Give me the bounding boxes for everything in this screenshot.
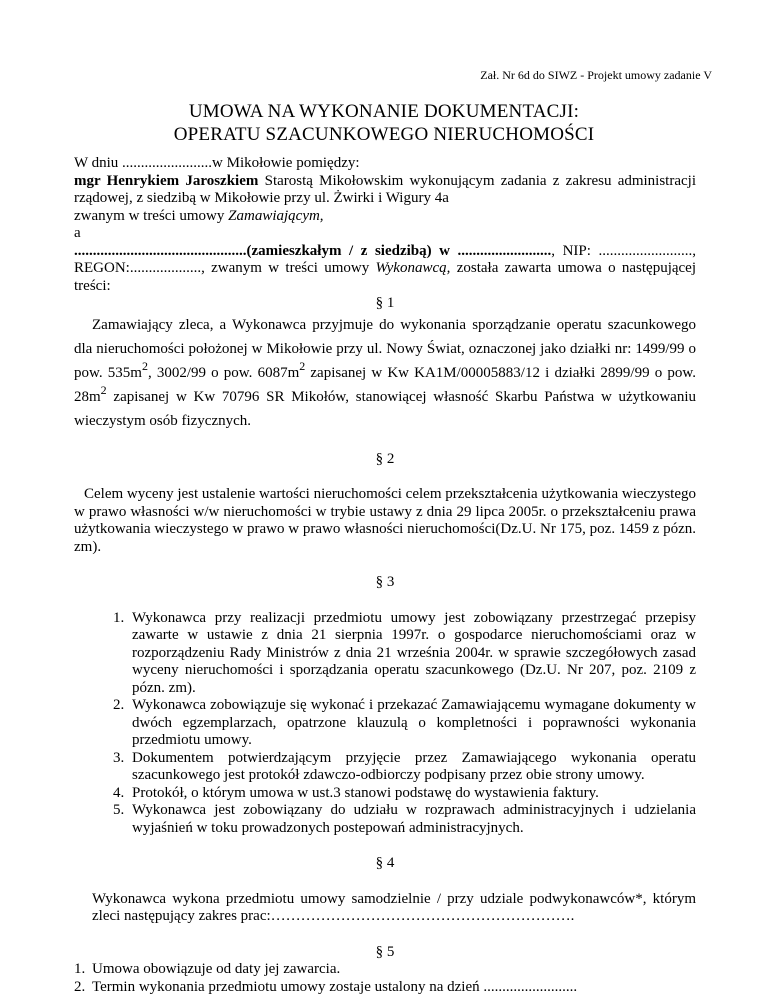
intro-date-line: W dniu ........................w Mikołowie pomiędzy: <box>74 155 696 173</box>
section-1-text-b: , 3002/99 o pow. 6087m <box>148 365 299 381</box>
section-4-heading: § 4 <box>74 855 696 873</box>
section-1-heading: § 1 <box>74 295 696 313</box>
list-item: 1. Wykonawca przy realizacji przedmiotu umowy jest zobowiązany przestrzegać przepisy zawarte w ustawie z dnia 21 sierpnia 1997r. o gospodarce nieruchomościami oraz w rozporządzeniu Rady Ministrów z dnia 21 września 2004r. w sprawie szczegółowych zasad wyceny nieruchomości i sporządzania operatu szacunkowego (Dz.U. Nr 207, poz. 2109 z pózn. zm). <box>128 610 696 698</box>
list-text: Termin wykonania przedmiotu umowy zostaje ustalony na dzień ......................... <box>92 979 577 995</box>
called-1-prefix: zwanym w treści umowy <box>74 208 228 224</box>
section-3-heading: § 3 <box>74 574 696 592</box>
section-1-text-a: Zamawiający zleca, a Wykonawca przyjmuje do wykonania sporządzanie operatu szacunkowego dla nieruchomości położonej w Mikołowie przy ul. Nowy Świat, oznaczonej jako działki nr: 1499/99 o pow. 535m <box>74 317 696 381</box>
superscript-1: 2 <box>142 359 148 373</box>
intro-party-2 <box>74 243 696 296</box>
section-1-text-c: zapisanej w Kw KA1M/00005883/12 i działki 2899/99 o pow. 28m <box>74 365 696 405</box>
list-number: 2. <box>74 979 85 996</box>
attachment-note: Zał. Nr 6d do SIWZ - Projekt umowy zadanie V <box>480 68 712 83</box>
intro-party-1 <box>74 173 696 208</box>
list-item: 4. Protokół, o którym umowa w ust.3 stanowi podstawę do wystawienia faktury. <box>128 785 696 803</box>
intro-and: a <box>74 225 696 243</box>
document-body <box>74 155 696 996</box>
section-5-heading: § 5 <box>74 944 696 962</box>
called-1-name: Zamawiającym, <box>228 208 323 224</box>
section-1-text <box>74 313 696 433</box>
called-2-name: Wykonawcą, <box>376 260 451 276</box>
party-2-end: została zawarta umowa o następującej treści: <box>74 260 696 294</box>
superscript-2: 2 <box>299 359 305 373</box>
party-1-name: mgr Henrykiem Jaroszkiem <box>74 173 258 189</box>
title-line-1: UMOWA NA WYKONANIE DOKUMENTACJI: <box>0 100 768 123</box>
section-3-list <box>74 610 696 838</box>
section-2-heading: § 2 <box>74 451 696 469</box>
list-item: 3. Dokumentem potwierdzającym przyjęcie przez Zamawiającego wykonania operatu szacunkowego jest protokół zdawczo-odbiorczy podpisany przez obie strony umowy. <box>128 750 696 785</box>
list-text: Umowa obowiązuje od daty jej zawarcia. <box>92 961 340 977</box>
list-item <box>74 961 696 979</box>
section-1-text-d: zapisanej w Kw 70796 SR Mikołów, stanowiącej własność Skarbu Państwa w użytkowaniu wieczystym osób fizycznych. <box>74 389 696 429</box>
list-item: 2. Wykonawca zobowiązuje się wykonać i przekazać Zamawiającemu wymagane dokumenty w dwóch egzemplarzach, opatrzone klauzulą o kompletności i poprawności wykonania przedmiotu umowy. <box>128 697 696 750</box>
list-item <box>74 979 696 996</box>
list-number: 1. <box>74 961 85 979</box>
title-line-2: OPERATU SZACUNKOWEGO NIERUCHOMOŚCI <box>0 123 768 146</box>
intro-called-1 <box>74 208 696 226</box>
document-title <box>0 100 768 146</box>
party-1-description: Starostą Mikołowskim wykonującym zadania z zakresu administracji rządowej, z siedzibą w Mikołowie przy ul. Żwirki i Wigury 4a <box>74 173 696 207</box>
section-2-text: Celem wyceny jest ustalenie wartości nieruchomości celem przekształcenia użytkowania wieczystego w prawo własności w/w nieruchomości w trybie ustawy z dnia 29 lipca 2005r. o przekształceniu prawa użytkowania wieczystego w prawo w prawo własności nieruchomości(Dz.U. Nr 175, poz. 1459 z pózn. zm). <box>74 486 696 556</box>
superscript-3: 2 <box>101 383 107 397</box>
section-5-list <box>74 961 696 996</box>
party-2-details: , NIP: ........................., REGON:..................., zwanym w treści umowy <box>74 243 696 277</box>
list-item: 5. Wykonawca jest zobowiązany do udziału w rozprawach administracyjnych i udzielania wyjaśnień w toku prowadzonych postepowań administracyjnych. <box>128 802 696 837</box>
section-4-text: Wykonawca wykona przedmiotu umowy samodzielnie / przy udziale podwykonawców*, którym zleci następujący zakres prac:……………………………………………………. <box>74 891 696 926</box>
party-2-placeholder: ..............................................(zamieszkałym / z siedzibą) w ......................... <box>74 243 551 259</box>
